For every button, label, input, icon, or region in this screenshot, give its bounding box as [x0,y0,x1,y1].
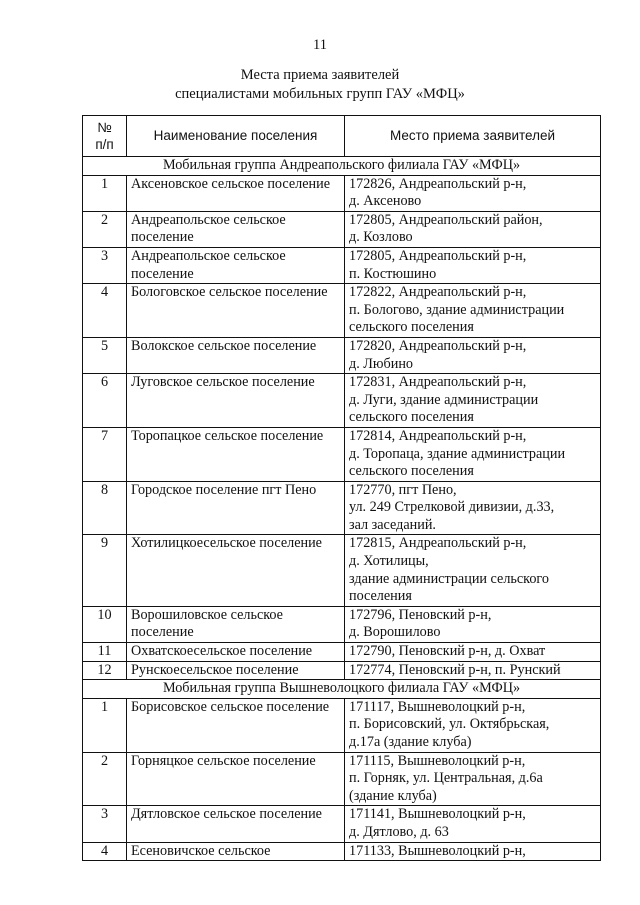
table-row [83,606,601,642]
row-number: 11 [83,643,127,662]
table-row [83,284,601,338]
reception-place-line: 172814, Андреапольский р-н, [349,427,527,444]
header-number [83,116,127,157]
settlement-name: Хотилицкоесельское поселение [127,535,345,606]
reception-place [345,535,601,606]
settlement-name: Рунскоесельское поселение [127,661,345,680]
row-number: 8 [83,481,127,535]
table-row [83,337,601,373]
reception-place-line: поселения [349,588,412,605]
reception-place-line: 171117, Вышневолоцкий р-н, [349,698,526,715]
settlement-name: Луговское сельское поселение [127,374,345,428]
reception-place-line: п. Костюшино [349,265,437,282]
settlement-name: Борисовское сельское поселение [127,698,345,752]
header-number-line-1: № [97,120,112,135]
row-number: 6 [83,374,127,428]
reception-place-line: 172774, Пеновский р-н, п. Рунский [349,661,561,678]
settlement-name: Бологовское сельское поселение [127,284,345,338]
reception-place-line: д. Дятлово, д. 63 [349,823,449,840]
reception-place [345,284,601,338]
row-number: 9 [83,535,127,606]
reception-place-line: сельского поселения [349,463,474,480]
reception-place-line: 172796, Пеновский р-н, [349,606,492,623]
reception-place [345,337,601,373]
reception-place-line: сельского поселения [349,409,474,426]
reception-place-line: 172805, Андреапольский район, [349,211,543,228]
table-row [83,427,601,481]
reception-place-line: зал заседаний. [349,516,436,533]
reception-place-line: д. Козлово [349,229,413,246]
reception-place-line: п. Горняк, ул. Центральная, д.6а [349,770,543,787]
reception-place-line: ул. 249 Стрелковой дивизии, д.33, [349,499,555,516]
reception-place-line: д.17а (здание клуба) [349,734,472,750]
settlement-name: Торопацкое сельское поселение [127,427,345,481]
header-settlement: Наименование поселения [127,116,345,157]
reception-place-line: 171141, Вышневолоцкий р-н, [349,806,526,823]
reception-place [345,806,601,842]
reception-place-line: д. Ворошилово [349,624,441,641]
table-row [83,661,601,680]
table-row [83,698,601,752]
table-header-row [83,116,601,157]
header-place: Место приема заявителей [345,116,601,157]
settlement-name: Есеновичское сельское [127,842,345,861]
reception-place [345,661,601,680]
reception-place-line: 171115, Вышневолоцкий р-н, [349,752,526,769]
table-row [83,175,601,211]
group-header-row [83,157,601,176]
group-title: Мобильная группа Вышневолоцкого филиала ГАУ «МФЦ» [83,680,601,699]
reception-place-line: 172790, Пеновский р-н, д. Охват [349,643,546,660]
group-header-row [83,680,601,699]
reception-place-line: сельского поселения [349,319,474,336]
table-row [83,806,601,842]
table-row [83,752,601,806]
row-number: 10 [83,606,127,642]
reception-place [345,175,601,211]
table-row [83,535,601,606]
reception-place-line: д. Луги, здание администрации [349,391,539,408]
header-number-line-2: п/п [95,137,114,152]
reception-place-line: 172805, Андреапольский р-н, [349,247,527,264]
row-number: 12 [83,661,127,680]
group-title: Мобильная группа Андреапольского филиала ГАУ «МФЦ» [83,157,601,176]
reception-place-line: здание администрации сельского [349,570,549,587]
table-row [83,211,601,247]
reception-place [345,842,601,861]
row-number: 1 [83,698,127,752]
reception-place [345,427,601,481]
settlement-name: Охватскоесельское поселение [127,643,345,662]
row-number: 4 [83,284,127,338]
table-row [83,247,601,283]
table-row [83,643,601,662]
reception-place [345,481,601,535]
reception-place-line: д. Любино [349,355,414,372]
row-number: 4 [83,842,127,861]
page-number: 11 [313,37,327,53]
reception-place [345,698,601,752]
reception-place-line: (здание клуба) [349,787,437,804]
settlement-name: Волокское сельское поселение [127,337,345,373]
reception-place [345,374,601,428]
settlement-name: Андреапольское сельское поселение [127,211,345,247]
table-row [83,374,601,428]
row-number: 1 [83,175,127,211]
reception-place-line: 172831, Андреапольский р-н, [349,374,527,391]
reception-place-line: 172822, Андреапольский р-н, [349,284,527,301]
reception-place-line: 172826, Андреапольский р-н, [349,175,527,192]
title-line-1: Места приема заявителей [240,67,400,83]
reception-place-line: 171133, Вышневолоцкий р-н, [349,842,526,859]
row-number: 2 [83,211,127,247]
row-number: 2 [83,752,127,806]
reception-place-line: 172770, пгт Пено, [349,481,457,498]
table-body [83,157,601,861]
settlement-name: Городское поселение пгт Пено [127,481,345,535]
reception-place [345,211,601,247]
reception-place-line: 172815, Андреапольский р-н, [349,535,527,552]
table-row [83,842,601,861]
reception-places-table [82,115,601,861]
reception-place [345,643,601,662]
reception-place-line: п. Бологово, здание администрации [349,301,565,318]
table-row [83,481,601,535]
settlement-name: Ворошиловское сельское поселение [127,606,345,642]
reception-place-line: д. Торопаца, здание администрации [349,445,566,462]
settlement-name: Горняцкое сельское поселение [127,752,345,806]
title-line-2: специалистами мобильных групп ГАУ «МФЦ» [175,86,465,102]
settlement-name: Андреапольское сельское поселение [127,247,345,283]
row-number: 5 [83,337,127,373]
reception-place [345,752,601,806]
reception-place-line: 172820, Андреапольский р-н, [349,337,527,354]
document-title [0,66,640,104]
reception-place-line: д. Аксеново [349,193,422,210]
row-number: 3 [83,247,127,283]
reception-place-line: д. Хотилицы, [349,553,429,570]
reception-place-line: п. Борисовский, ул. Октябрьская, [349,716,550,733]
reception-place [345,606,601,642]
settlement-name: Дятловское сельское поселение [127,806,345,842]
settlement-name: Аксеновское сельское поселение [127,175,345,211]
row-number: 3 [83,806,127,842]
reception-place [345,247,601,283]
row-number: 7 [83,427,127,481]
